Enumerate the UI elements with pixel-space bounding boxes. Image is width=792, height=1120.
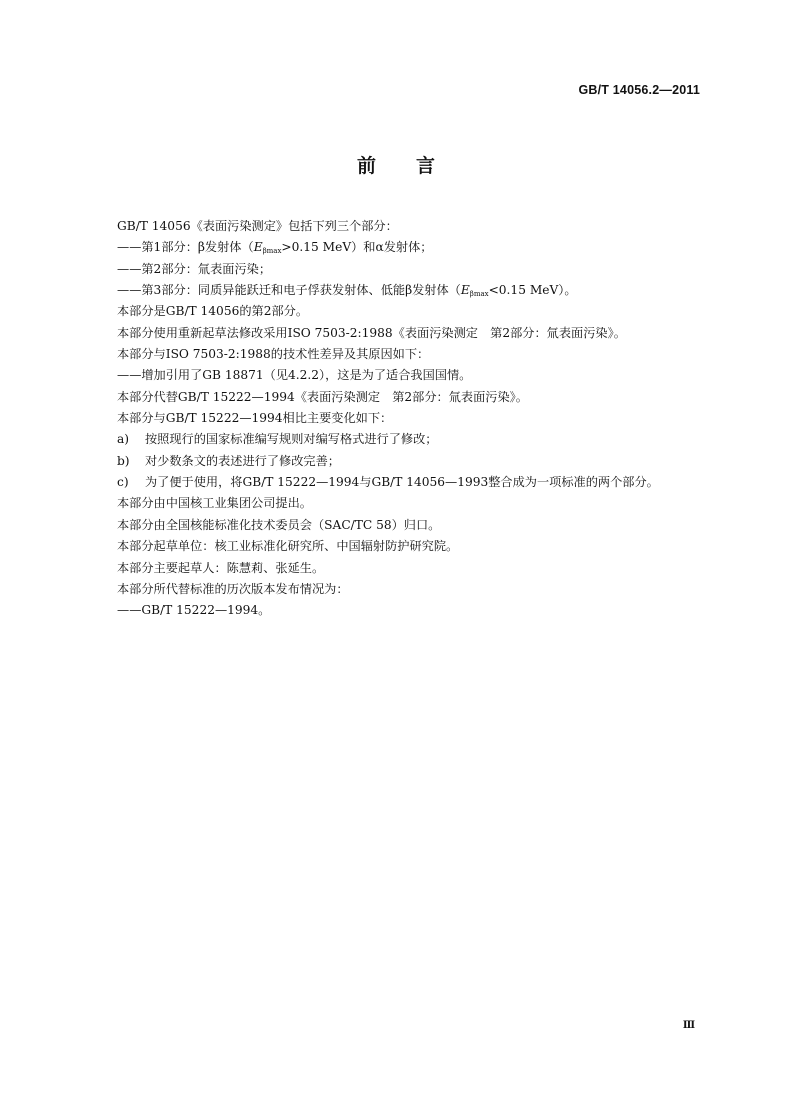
change-item-c bbox=[117, 472, 717, 493]
paragraph-centralized-by: 本部分由全国核能标准化技术委员会（SAC/TC 58）归口。 bbox=[117, 517, 441, 532]
part-1-line bbox=[117, 237, 717, 258]
paragraph-history-item: ——GB/T 15222—1994。 bbox=[117, 603, 271, 618]
change-item-a bbox=[117, 429, 717, 450]
paragraph-drafters: 本部分主要起草人：陈慧莉、张延生。 bbox=[117, 560, 325, 575]
part-1-tail: >0.15 MeV）和α发射体； bbox=[281, 240, 433, 255]
list-marker: a) bbox=[117, 432, 130, 447]
paragraph-history-intro: 本部分所代替标准的历次版本发布情况为： bbox=[117, 581, 349, 596]
part-2-line: ——第2部分：氚表面污染； bbox=[117, 261, 272, 276]
page-title: 前言 bbox=[356, 155, 475, 177]
paragraph-part-statement: 本部分是GB/T 14056的第2部分。 bbox=[117, 304, 309, 319]
energy-subscript-2: βmax bbox=[469, 290, 489, 299]
list-marker: c) bbox=[117, 475, 129, 490]
paragraph-replaces: 本部分代替GB/T 15222—1994《表面污染测定 第2部分：氚表面污染》。 bbox=[117, 389, 528, 404]
list-item-text: 对少数条文的表述进行了修改完善； bbox=[145, 453, 340, 468]
paragraph-main-changes: 本部分与GB/T 15222—1994相比主要变化如下： bbox=[117, 411, 393, 426]
list-marker: b) bbox=[117, 453, 130, 468]
part-1-text: ——第1部分：β发射体（ bbox=[117, 240, 254, 255]
part-3-tail: <0.15 MeV）。 bbox=[488, 283, 577, 298]
page-number: Ⅲ bbox=[682, 1020, 695, 1031]
part-3-line bbox=[117, 280, 717, 301]
energy-symbol: E bbox=[253, 240, 263, 255]
paragraph-proposed-by: 本部分由中国核工业集团公司提出。 bbox=[117, 496, 312, 511]
paragraph-added-reference: ——增加引用了GB 18871（见4.2.2），这是为了适合我国国情。 bbox=[117, 368, 472, 383]
paragraph-parts-intro: GB/T 14056《表面污染测定》包括下列三个部分： bbox=[117, 219, 398, 233]
part-3-text: ——第3部分：同质异能跃迁和电子俘获发射体、低能β发射体（ bbox=[117, 283, 461, 298]
energy-symbol-2: E bbox=[460, 283, 470, 298]
paragraph-differences: 本部分与ISO 7503-2:1988的技术性差异及其原因如下： bbox=[117, 347, 430, 362]
list-item-text: 按照现行的国家标准编写规则对编写格式进行了修改； bbox=[145, 432, 438, 447]
foreword-body bbox=[117, 216, 717, 622]
paragraph-adoption: 本部分使用重新起草法修改采用ISO 7503-2:1988《表面污染测定 第2部分：氚表面污染》。 bbox=[117, 325, 626, 340]
paragraph-drafting-units: 本部分起草单位：核工业标准化研究所、中国辐射防护研究院。 bbox=[117, 539, 459, 554]
list-item-text: 为了便于使用，将GB/T 15222—1994与GB/T 14056—1993整合成为一项标准的两个部分。 bbox=[145, 475, 659, 490]
energy-subscript: βmax bbox=[262, 247, 282, 256]
change-item-b bbox=[117, 451, 717, 472]
standard-number: GB/T 14056.2—2011 bbox=[578, 83, 700, 97]
